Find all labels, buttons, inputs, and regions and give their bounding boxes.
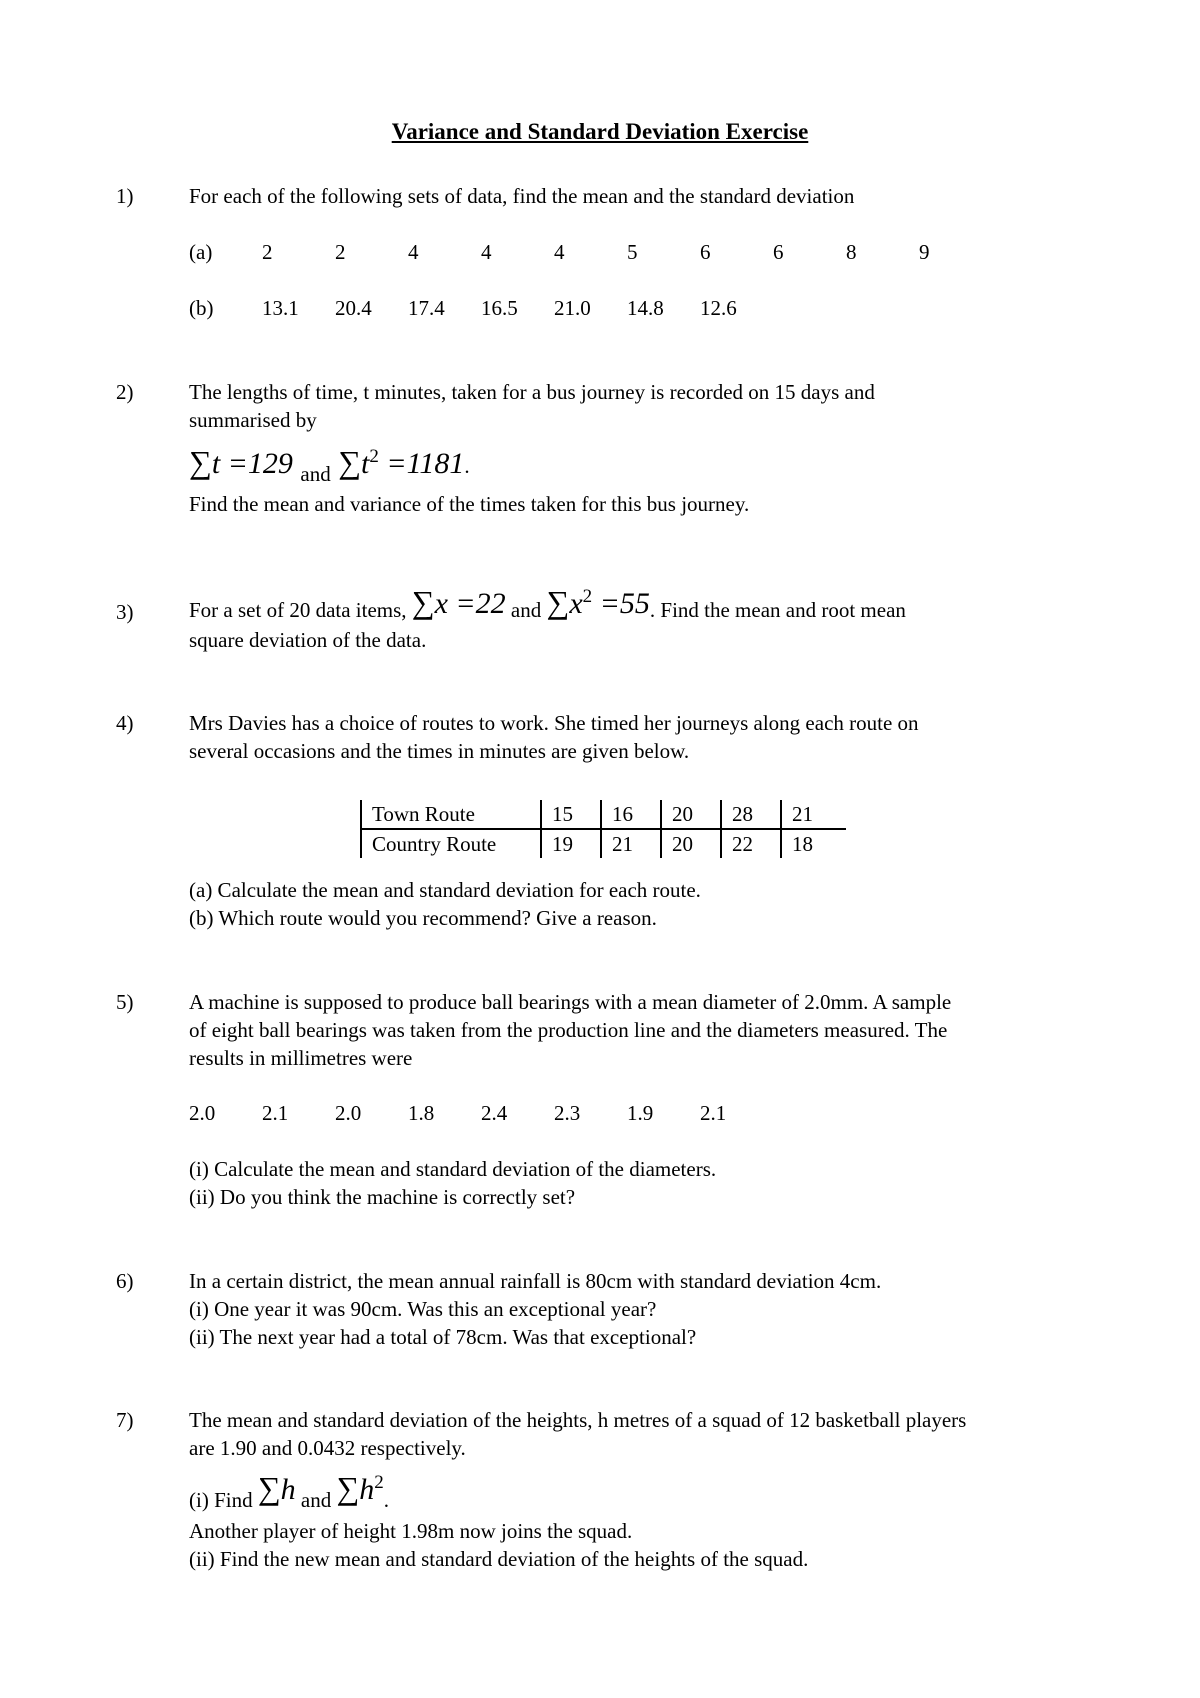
- question-3-line-2: square deviation of the data.: [189, 628, 427, 652]
- question-2-line-3: Find the mean and variance of the times taken for this bus journey.: [189, 492, 750, 516]
- question-5-part-ii: (ii) Do you think the machine is correctly set?: [189, 1185, 576, 1209]
- sigma-symbol: ∑: [257, 1470, 281, 1506]
- formula-and: and: [510, 598, 542, 622]
- question-7-part-ii: (ii) Find the new mean and standard deviation of the heights of the squad.: [189, 1547, 809, 1571]
- formula-exponent: 2: [369, 446, 379, 467]
- formula-sum-h2-var: h: [359, 1473, 375, 1506]
- question-7-line-4: Another player of height 1.98m now joins the squad.: [189, 1519, 633, 1543]
- formula-and: and: [300, 462, 331, 486]
- question-5-part-i: (i) Calculate the mean and standard deviation of the diameters.: [189, 1157, 717, 1181]
- sigma-symbol: ∑: [546, 584, 570, 620]
- question-number-5: 5): [116, 990, 134, 1014]
- formula-exponent: 2: [582, 586, 593, 607]
- question-7-part-i: [189, 1466, 390, 1512]
- formula-sum-t2-value: =1181: [378, 447, 465, 480]
- data-value: 4: [481, 240, 492, 264]
- table-row: [361, 829, 846, 858]
- question-5-line-3: results in millimetres were: [189, 1046, 413, 1070]
- data-value: 6: [700, 240, 711, 264]
- table-cell: 20: [661, 800, 721, 829]
- question-2-line-2: summarised by: [189, 408, 317, 432]
- data-value: 5: [627, 240, 638, 264]
- question-3-prefix: For a set of 20 data items,: [189, 598, 407, 622]
- table-cell: 20: [661, 829, 721, 858]
- data-value: 2: [262, 240, 273, 264]
- data-value: 2: [335, 240, 346, 264]
- formula-sum-x: x =22: [434, 587, 506, 620]
- data-value: 14.8: [627, 296, 664, 320]
- formula-sum-t: t =129: [211, 447, 293, 480]
- table-cell: 21: [781, 800, 846, 829]
- data-value: 13.1: [262, 296, 299, 320]
- data-set-b: [189, 294, 773, 322]
- data-set-label: (a): [189, 240, 213, 264]
- question-number-7: 7): [116, 1408, 134, 1432]
- question-3-line-1: [189, 580, 906, 621]
- data-value: 16.5: [481, 296, 518, 320]
- formula-sum-t2-var: t: [361, 447, 370, 480]
- question-1-text: For each of the following sets of data, find the mean and the standard deviation: [189, 184, 855, 208]
- data-value: 2.0: [335, 1101, 362, 1125]
- diameter-values: [189, 1099, 773, 1127]
- question-6-part-i: (i) One year it was 90cm. Was this an exceptional year?: [189, 1297, 657, 1321]
- sigma-symbol: ∑: [336, 1470, 360, 1506]
- page-title: Variance and Standard Deviation Exercise: [391, 119, 809, 144]
- question-5-line-1: A machine is supposed to produce ball bearings with a mean diameter of 2.0mm. A sample: [189, 990, 952, 1014]
- question-2-formula: [189, 440, 470, 486]
- data-value: 9: [919, 240, 930, 264]
- question-number-4: 4): [116, 711, 134, 735]
- question-number-1: 1): [116, 184, 134, 208]
- question-number-3: 3): [116, 600, 134, 624]
- formula-period: .: [383, 1488, 390, 1512]
- data-value: 17.4: [408, 296, 445, 320]
- data-value: 6: [773, 240, 784, 264]
- question-2-line-1: The lengths of time, t minutes, taken for a bus journey is recorded on 15 days and: [189, 380, 875, 404]
- data-value: 2.4: [481, 1101, 508, 1125]
- formula-exponent: 2: [374, 1472, 384, 1493]
- table-cell: 28: [721, 800, 781, 829]
- table-row: [361, 800, 846, 829]
- formula-sum-x2-var: x: [569, 587, 583, 620]
- table-cell: 16: [601, 800, 661, 829]
- table-cell: 22: [721, 829, 781, 858]
- formula-sum-x2-value: =55: [592, 587, 650, 620]
- question-4-part-b: (b) Which route would you recommend? Give a reason.: [189, 906, 657, 930]
- sigma-symbol: ∑: [411, 584, 435, 620]
- formula-and: and: [300, 1488, 332, 1512]
- data-value: 12.6: [700, 296, 737, 320]
- data-value: 20.4: [335, 296, 372, 320]
- table-cell: Country Route: [361, 829, 541, 858]
- route-times-table: [360, 800, 846, 858]
- data-value: 4: [408, 240, 419, 264]
- question-6-line-1: In a certain district, the mean annual rainfall is 80cm with standard deviation 4cm.: [189, 1269, 882, 1293]
- question-7-line-2: are 1.90 and 0.0432 respectively.: [189, 1436, 466, 1460]
- question-number-2: 2): [116, 380, 134, 404]
- question-7-line-1: The mean and standard deviation of the heights, h metres of a squad of 12 basketball players: [189, 1408, 967, 1432]
- question-number-6: 6): [116, 1269, 134, 1293]
- formula-sum-h: h: [280, 1473, 296, 1506]
- data-value: 1.9: [627, 1101, 654, 1125]
- formula-period: .: [464, 454, 470, 478]
- data-set-a: [189, 238, 992, 266]
- question-4-line-1: Mrs Davies has a choice of routes to work. She timed her journeys along each route on: [189, 711, 919, 735]
- data-value: 2.0: [189, 1101, 216, 1125]
- table-cell: 15: [541, 800, 601, 829]
- question-5-line-2: of eight ball bearings was taken from the production line and the diameters measured. The: [189, 1018, 948, 1042]
- table-cell: 18: [781, 829, 846, 858]
- table-cell: Town Route: [361, 800, 541, 829]
- sigma-symbol: ∑: [338, 444, 362, 480]
- question-6-part-ii: (ii) The next year had a total of 78cm. Was that exceptional?: [189, 1325, 697, 1349]
- data-value: 1.8: [408, 1101, 435, 1125]
- data-value: 2.1: [262, 1101, 289, 1125]
- data-set-label: (b): [189, 296, 214, 320]
- data-value: 8: [846, 240, 857, 264]
- data-value: 21.0: [554, 296, 591, 320]
- question-3-suffix: . Find the mean and root mean: [649, 598, 906, 622]
- sigma-symbol: ∑: [189, 444, 212, 480]
- data-value: 2.1: [700, 1101, 727, 1125]
- data-value: 2.3: [554, 1101, 581, 1125]
- table-cell: 19: [541, 829, 601, 858]
- question-4-part-a: (a) Calculate the mean and standard deviation for each route.: [189, 878, 701, 902]
- data-value: 4: [554, 240, 565, 264]
- question-7-find: (i) Find: [189, 1488, 253, 1512]
- table-cell: 21: [601, 829, 661, 858]
- question-4-line-2: several occasions and the times in minutes are given below.: [189, 739, 690, 763]
